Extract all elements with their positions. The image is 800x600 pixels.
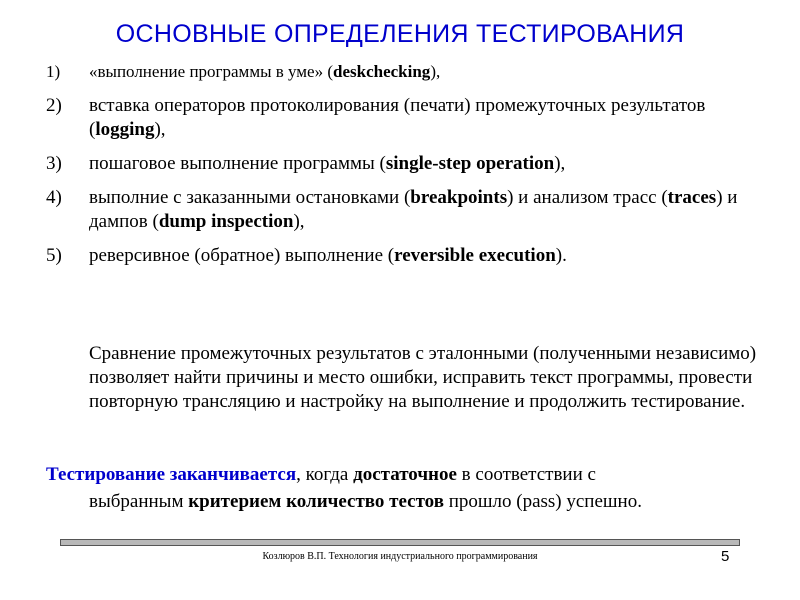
item-text: ) и анализом трасс ( <box>507 187 668 208</box>
footer-divider <box>60 539 740 546</box>
list-item <box>46 152 776 176</box>
conclusion-term: достаточное <box>353 464 457 485</box>
item-text: выполние с заказанными остановками ( <box>89 187 411 208</box>
item-text: пошаговое выполнение программы ( <box>89 153 386 174</box>
item-number: 5) <box>46 245 62 266</box>
item-text: ), <box>293 211 305 232</box>
list-item <box>46 94 776 142</box>
page-number: 5 <box>721 548 730 565</box>
slide-title: ОСНОВНЫЕ ОПРЕДЕЛЕНИЯ ТЕСТИРОВАНИЯ <box>115 20 685 48</box>
item-term: single-step operation <box>385 153 555 174</box>
item-text: реверсивное (обратное) выполнение ( <box>89 245 395 266</box>
list-item <box>46 60 776 84</box>
item-text: ) и дампов ( <box>89 187 738 232</box>
item-text: ), <box>154 119 166 140</box>
item-term: deskchecking <box>333 62 431 81</box>
item-text: ). <box>555 245 567 266</box>
item-term: breakpoints <box>410 187 508 208</box>
conclusion-line-2 <box>46 488 776 515</box>
item-text: ), <box>554 153 566 174</box>
list-item <box>46 186 776 234</box>
item-number: 2) <box>46 95 62 116</box>
item-term: reversible execution <box>394 245 556 266</box>
item-term: traces <box>667 187 717 208</box>
comparison-paragraph: Сравнение промежуточных результатов с эталонными (полученными независимо) позволяет найти причины и место ошибки, исправить текст программы, провести повторную трансляцию и настройку на выполнение и продолжить тестирование. <box>89 343 757 412</box>
footer-author: Козлюров В.П. Технология индустриального программирования <box>262 551 538 562</box>
conclusion-paragraph <box>46 461 776 515</box>
conclusion-lead: Тестирование заканчивается <box>46 464 297 485</box>
item-number: 3) <box>46 153 62 174</box>
item-number: 1) <box>46 62 61 81</box>
item-number: 4) <box>46 187 62 208</box>
item-term: dump inspection <box>158 211 294 232</box>
item-text: «выполнение программы в уме» ( <box>89 62 334 81</box>
item-text: ), <box>430 62 441 81</box>
conclusion-text: выбранным <box>89 491 189 512</box>
item-term: logging <box>95 119 155 140</box>
conclusion-term: критерием количество тестов <box>188 491 444 512</box>
conclusion-text: в соответствии с <box>456 464 596 485</box>
item-text: вставка операторов протоколирования (печати) промежуточных результатов ( <box>89 95 706 140</box>
conclusion-text: , когда <box>296 464 354 485</box>
conclusion-line-1 <box>46 461 776 488</box>
definitions-list <box>46 60 776 278</box>
conclusion-text: прошло (pass) успешно. <box>443 491 642 512</box>
list-item <box>46 244 776 268</box>
